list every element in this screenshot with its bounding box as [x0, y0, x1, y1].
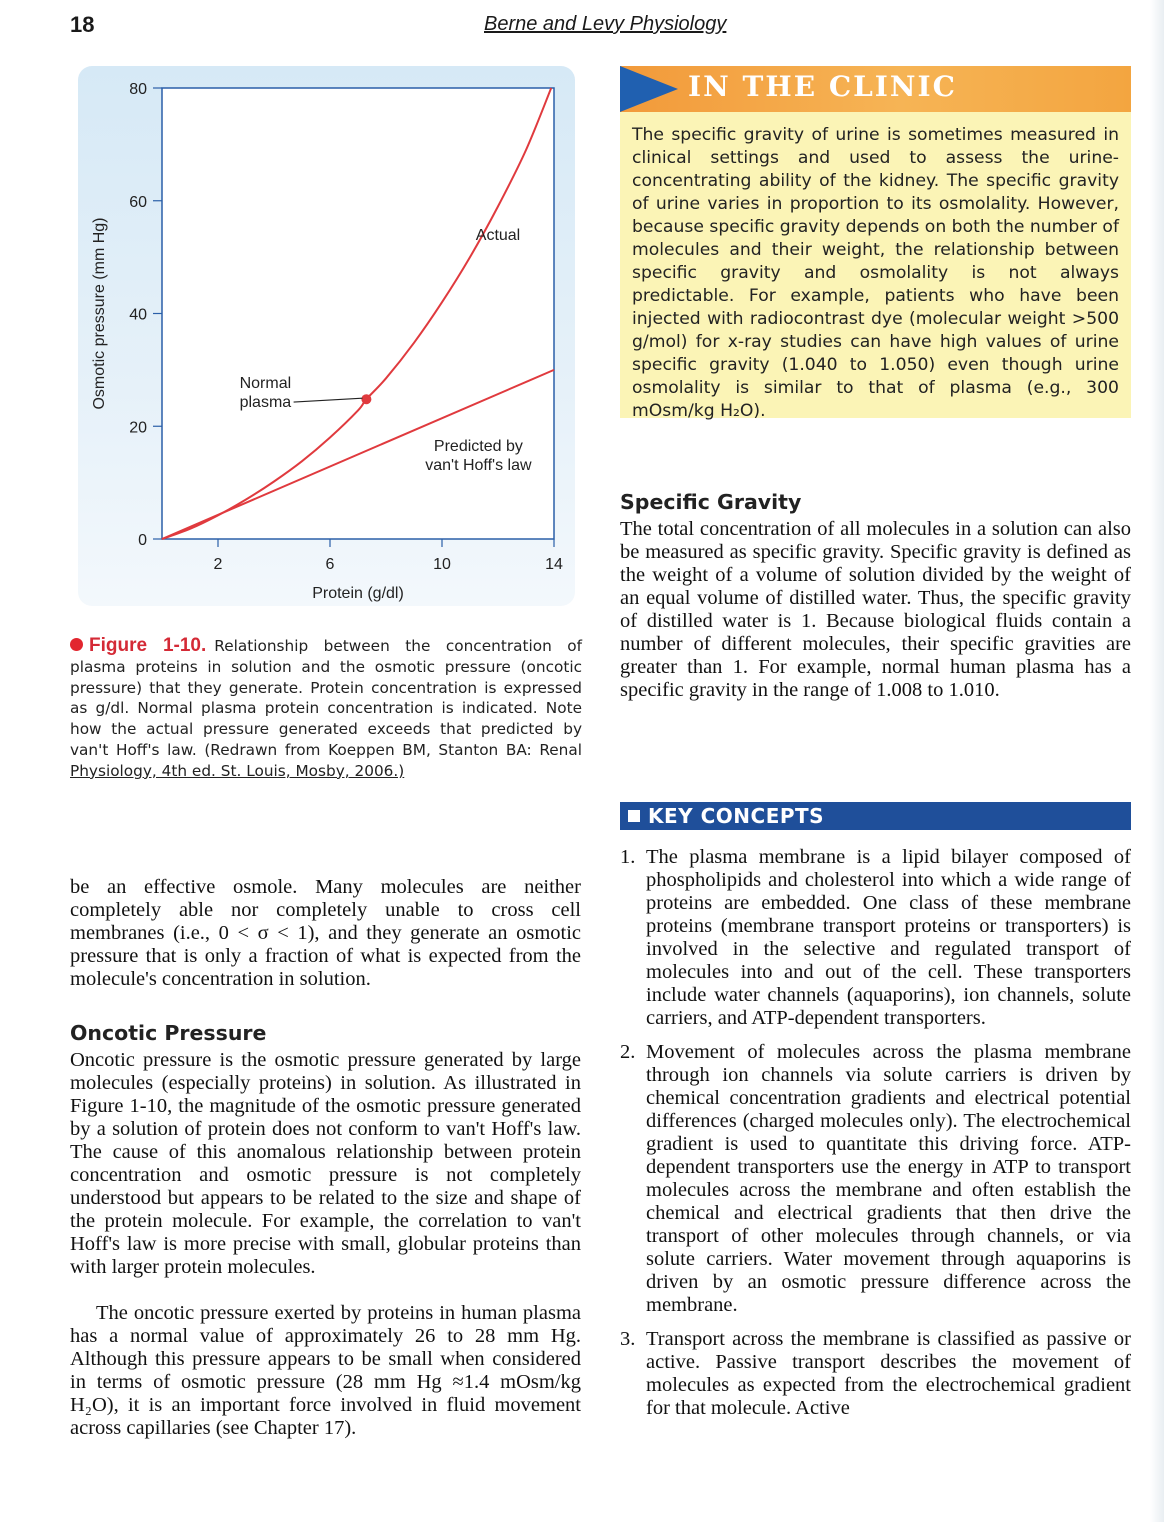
arrow-icon — [620, 66, 678, 112]
list-number: 3. — [620, 1328, 636, 1350]
list-number: 2. — [620, 1041, 636, 1063]
y-tick-label: 60 — [129, 193, 147, 211]
annotation-actual: Actual — [475, 227, 521, 245]
annotation-normal-line1: Normal — [239, 375, 292, 393]
heading-oncotic-pressure: Oncotic Pressure — [70, 1021, 267, 1045]
x-axis-label: Protein (g/dl) — [312, 585, 404, 602]
y-axis-label: Osmotic pressure (mm Hg) — [91, 217, 108, 410]
list-item — [620, 1041, 1131, 1317]
annotation-predicted-line1: Predicted by — [433, 437, 523, 455]
annotation-normal-line2: plasma — [239, 394, 292, 412]
caption-text: Relationship between the concentration of plasma proteins in solution and the osmotic pressure (oncotic pressure) that they generate. Protein concentration is expressed as g/dl. Normal plasma protein concentration is indicated. Note how the actual pressure generated exceeds that predicted by van't Hoff's law. (Redrawn from Koeppen BM, Stanton BA: Renal — [70, 637, 582, 759]
list-item-text: Movement of molecules across the plasma membrane through ion channels via solute carriers is driven by chemical concentration gradients and electrical potential differences (charged molecules only). The electrochemical gradient is used to quantitate this driving force. ATP-dependent transporters use the energy in ATP to transport molecules across the membrane and often establish the chemical and electrical gradients that then drive the transport of other molecules through channels, or via solute carriers. Water movement through aquaporins is driven by an osmotic pressure difference across the membrane. — [646, 1041, 1131, 1316]
x-tick-label: 14 — [545, 556, 563, 573]
left-paragraph-1: be an effective osmole. Many molecules are neither completely able nor completely unable to cross cell membranes (i.e., 0 < σ < 1), and they generate an osmotic pressure that is only a fraction of what is expected from the molecule's concentration in solution. — [70, 876, 581, 990]
left-paragraph-3: The oncotic pressure exerted by proteins in human plasma has a normal value of approximately 26 to 28 mm Hg. Although this pressure appears to be small when considered in terms of osmotic pressure (28 mm Hg ≈1.4 mOsm/kg H₂O), it is an important force involved in fluid movement across capillaries (see Chapter 17). — [70, 1302, 581, 1439]
x-tick-label: 10 — [433, 556, 451, 573]
bullet-icon — [70, 638, 83, 651]
list-number: 1. — [620, 846, 636, 868]
x-tick-label: 2 — [213, 556, 223, 573]
list-item — [620, 1328, 1131, 1420]
osmotic-pressure-chart — [78, 66, 575, 606]
y-tick-label: 80 — [129, 81, 147, 98]
page-edge-shadow — [1150, 0, 1164, 1522]
clinic-title: IN THE CLINIC — [688, 70, 957, 103]
clinic-header — [620, 66, 1131, 112]
right-paragraph-1: The total concentration of all molecules in a solution can also be measured as specific gravity. Specific gravity is defined as the weight of a volume of solution divided by the weight of an equal volume of distilled water. Thus, the specific gravity of distilled water is 1. Because biological fluids contain a number of different molecules, their specific gravities are greater than 1. For example, normal human plasma has a specific gravity in the range of 1.008 to 1.010. — [620, 518, 1131, 701]
annotation-predicted-line2: van't Hoff's law — [425, 456, 532, 474]
key-concepts-list — [620, 846, 1131, 1431]
list-item — [620, 846, 1131, 1030]
running-head: Berne and Levy Physiology — [484, 13, 727, 35]
list-item-text: Transport across the membrane is classified as passive or active. Passive transport describes the movement of molecules as expected from the electrochemical gradient for that molecule. Active — [646, 1328, 1131, 1419]
y-tick-label: 40 — [129, 306, 147, 324]
square-icon — [628, 810, 640, 822]
key-concepts-header — [620, 802, 1131, 830]
caption-credit: Physiology, 4th ed. St. Louis, Mosby, 2006.) — [70, 761, 405, 780]
page-number: 18 — [70, 12, 95, 37]
figure-label: Figure 1-10. — [89, 635, 207, 656]
key-concepts-title: KEY CONCEPTS — [648, 804, 825, 828]
figure-caption — [70, 636, 582, 782]
left-paragraph-2: Oncotic pressure is the osmotic pressure generated by large molecules (especially proteins) in solution. As illustrated in Figure 1-10, the magnitude of the osmotic pressure generated by a solution of protein does not conform to van't Hoff's law. The cause of this anomalous relationship between protein concentration and osmotic pressure is not completely understood but appears to be related to the size and shape of the protein molecule. For example, the correlation to van't Hoff's law is more precise with small, globular proteins than with larger protein molecules. — [70, 1049, 581, 1278]
clinic-text: The specific gravity of urine is sometimes measured in clinical settings and used to assess the urine-concentrating ability of the kidney. The specific gravity of urine varies in proportion to its osmolality. However, because specific gravity depends on both the number of molecules and their weight, the relationship between specific gravity and osmolality is not always predictable. For example, patients who have been injected with radiocontrast dye (molecular weight >500 g/mol) for x-ray studies can have high values of urine specific gravity (1.040 to 1.050) even though urine osmolality is similar to that of plasma (e.g., 300 mOsm/kg H₂O). — [632, 125, 1119, 421]
in-the-clinic-box — [620, 66, 1131, 421]
list-item-text: The plasma membrane is a lipid bilayer composed of phospholipids and cholesterol into which a wide range of proteins are embedded. One class of these membrane proteins (membrane transport proteins or transporters) is involved in the selective and regulated transport of molecules into and out of the cell. These transporters include water channels (aquaporins), ion channels, solute carriers, and ATP-dependent transporters. — [646, 846, 1131, 1029]
y-tick-label: 20 — [129, 419, 147, 437]
normal-plasma-point — [361, 394, 371, 404]
y-tick-label: 0 — [138, 532, 147, 549]
heading-specific-gravity: Specific Gravity — [620, 490, 802, 514]
x-tick-label: 6 — [325, 556, 335, 573]
